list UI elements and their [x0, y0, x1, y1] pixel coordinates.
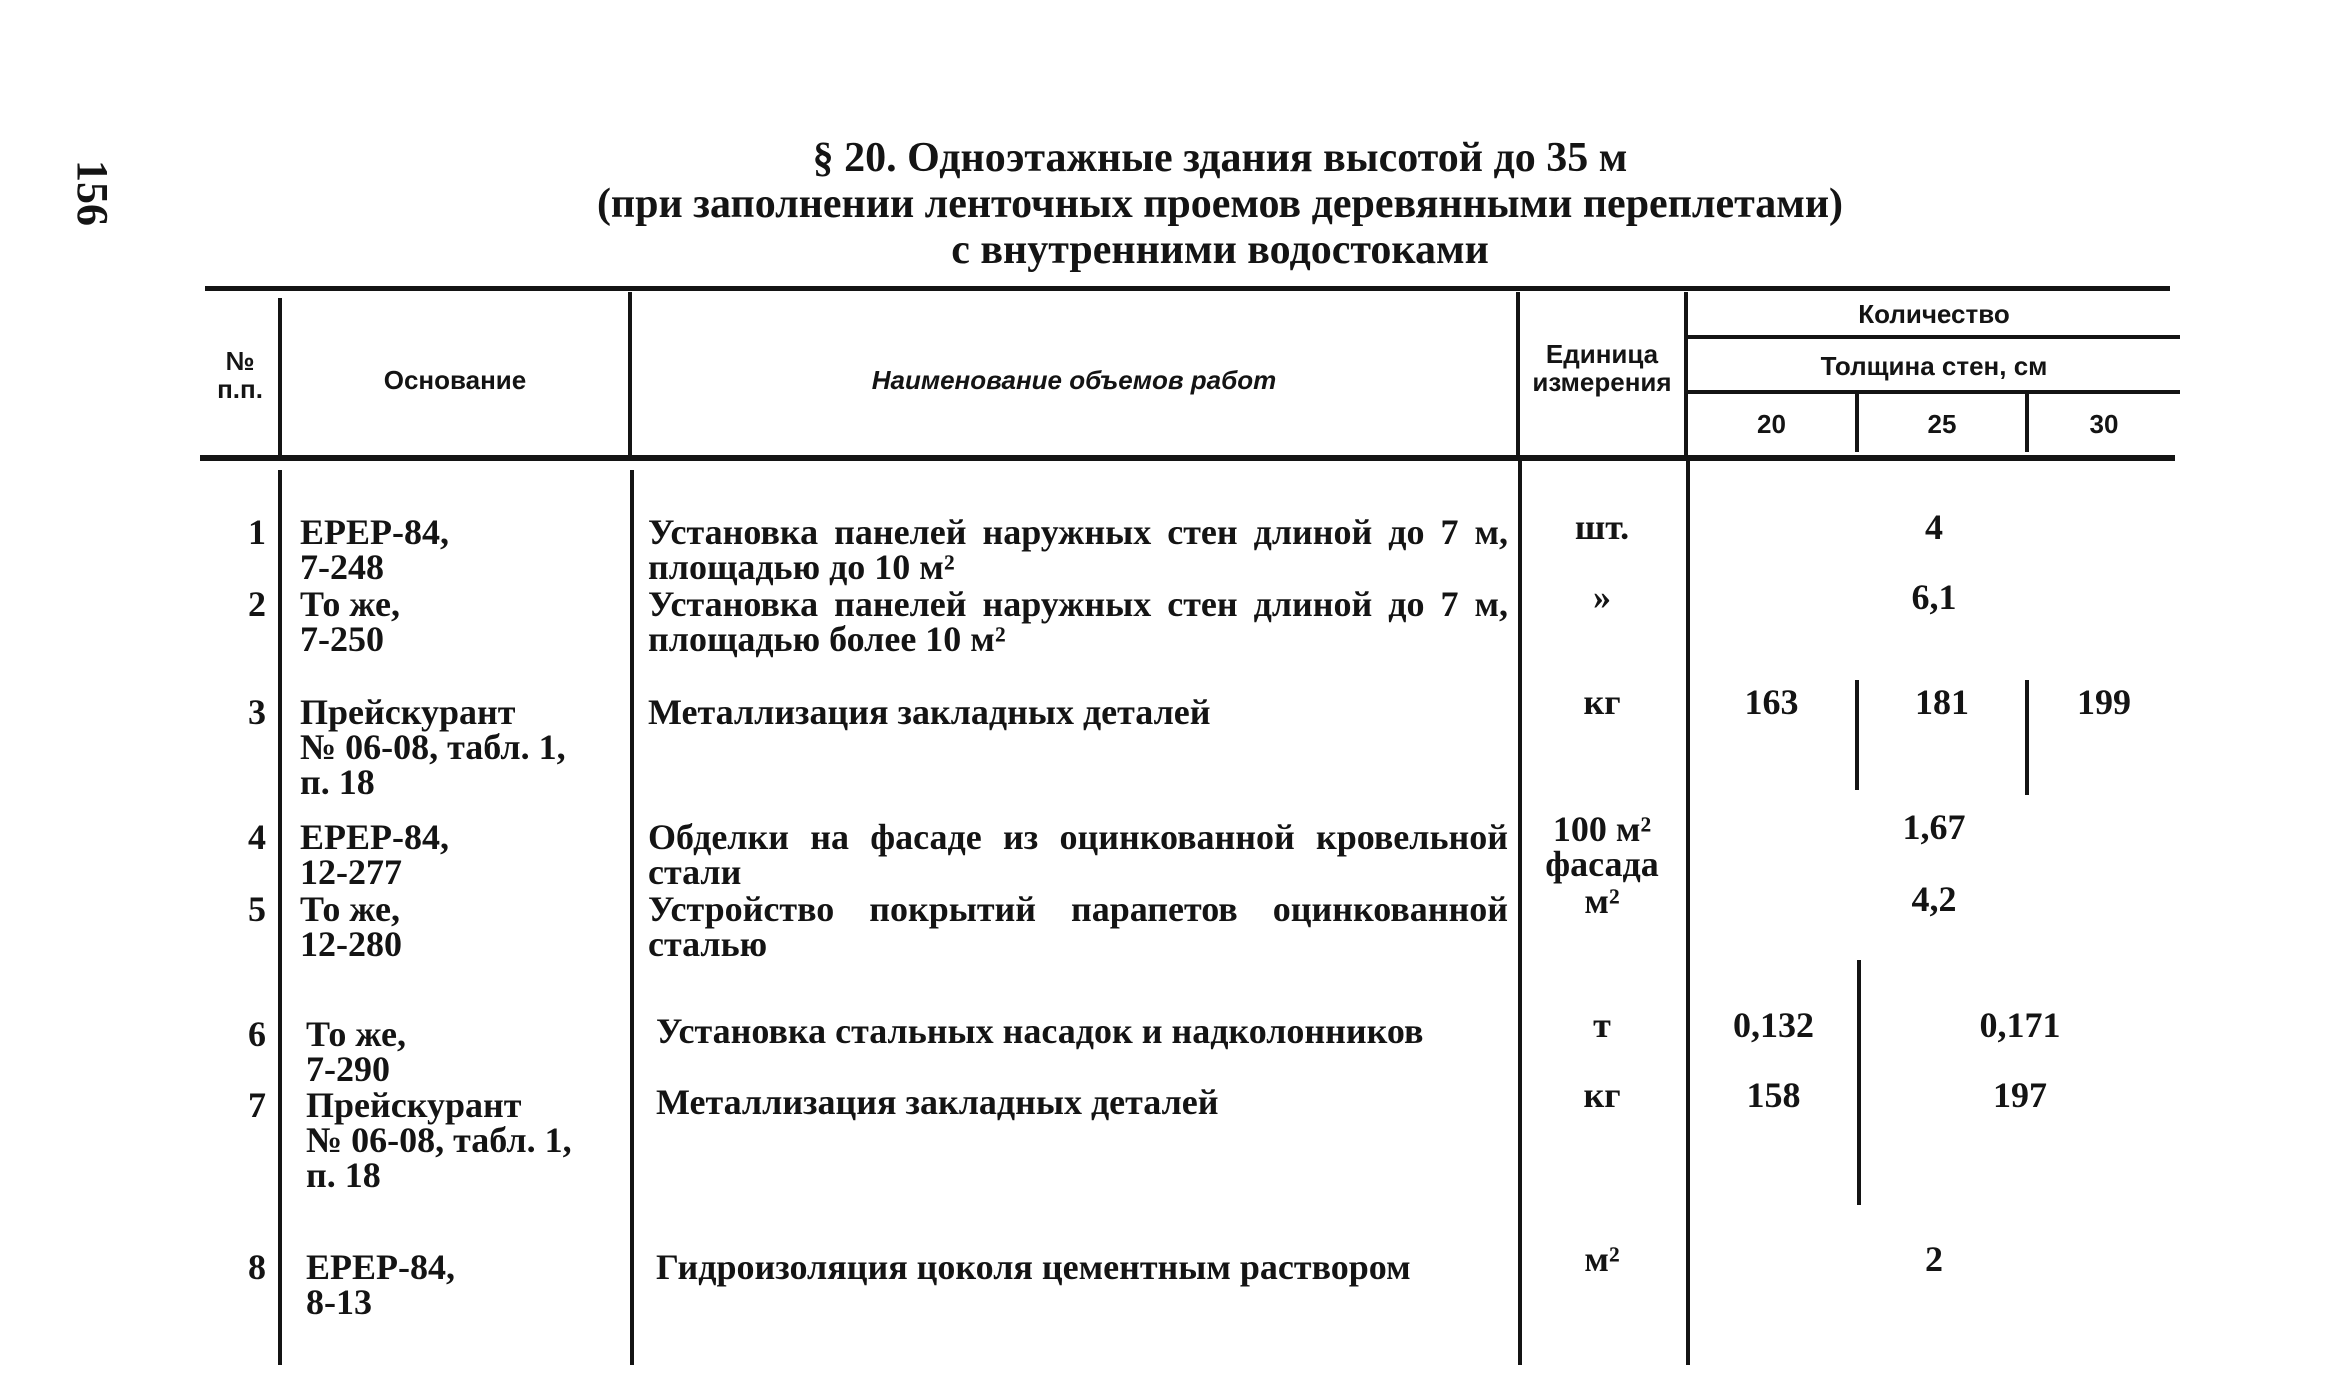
row-basis: ЕРЕР-84, 8-13: [306, 1247, 455, 1322]
row-number: 4: [248, 817, 266, 857]
row-number: 2: [248, 584, 266, 624]
row-unit: м²: [1584, 1239, 1620, 1279]
row-unit: м²: [1584, 881, 1620, 921]
page-number: 156: [68, 160, 117, 226]
row-value-25-30: 0,171: [1979, 1005, 2061, 1045]
section-subtitle: (при заполнении ленточных проемов деревянными переплетами): [596, 181, 1844, 227]
row-value: 6,1: [1911, 577, 1957, 617]
row-basis: Прейскурант № 06-08, табл. 1, п. 18: [306, 1085, 572, 1195]
row-unit: кг: [1583, 682, 1621, 722]
row-basis: То же, 12-280: [300, 889, 402, 964]
row-number: 3: [248, 692, 266, 732]
section-subtitle-2: с внутренними водостоками: [951, 227, 1489, 273]
row-work: Устройство покрытий парапетов оцинкованной сталью: [648, 889, 1508, 964]
header-work: Наименование объемов работ: [871, 365, 1277, 395]
section-title: § 20. Одноэтажные здания высотой до 35 м: [812, 135, 1628, 181]
row-number: 5: [248, 889, 266, 929]
row-basis: То же, 7-250: [300, 584, 401, 659]
thickness-rule: [1688, 390, 2180, 394]
header-col-20: 20: [1757, 409, 1786, 439]
body-divider: [278, 470, 282, 1365]
row-work: Установка панелей наружных стен длиной до 7 м, площадью более 10 м²: [648, 584, 1508, 659]
row-value: 4,2: [1911, 879, 1957, 919]
row-unit: 100 м² фасада: [1545, 809, 1659, 884]
row-work: Металлизация закладных деталей: [656, 1082, 1219, 1122]
header-bottom-rule: [200, 455, 2175, 461]
header-col-30: 30: [2089, 409, 2119, 439]
row-value-20: 0,132: [1733, 1005, 1814, 1045]
row-basis: ЕРЕР-84, 7-248: [300, 512, 449, 587]
row-value: 1,67: [1902, 807, 1966, 847]
row-work: Обделки на фасаде из оцинкованной кровельной стали: [648, 817, 1508, 892]
row-value-20: 158: [1746, 1075, 1801, 1115]
row-basis: Прейскурант № 06-08, табл. 1, п. 18: [300, 692, 566, 802]
row-number: 1: [248, 512, 266, 552]
row-work: Установка панелей наружных стен длиной до 7 м, площадью до 10 м²: [648, 512, 1508, 587]
quantity-rule: [1688, 335, 2180, 339]
row-value-20: 163: [1744, 682, 1799, 722]
row-unit: т: [1593, 1005, 1611, 1045]
row-unit: »: [1593, 577, 1611, 617]
row-basis: То же, 7-290: [306, 1014, 407, 1089]
header-num: № п.п.: [217, 346, 263, 404]
header-thickness: Толщина стен, см: [1820, 351, 2048, 381]
body-divider: [630, 470, 634, 1365]
row-number: 7: [248, 1085, 266, 1125]
header-unit: Единица измерения: [1532, 339, 1672, 397]
row-value-25-30: 197: [1993, 1075, 2047, 1115]
row-value: 2: [1925, 1239, 1943, 1279]
row-unit: кг: [1583, 1075, 1621, 1115]
row-work: Металлизация закладных деталей: [648, 692, 1211, 732]
row-work: Установка стальных насадок и надколонников: [656, 1011, 1424, 1051]
row-unit: шт.: [1574, 507, 1630, 547]
row-value: 4: [1925, 507, 1943, 547]
row-number: 6: [248, 1014, 266, 1054]
row-number: 8: [248, 1247, 266, 1287]
header-basis: Основание: [383, 365, 527, 395]
row-value-25: 181: [1915, 682, 1969, 722]
header-col-25: 25: [1927, 409, 1957, 439]
table-top-rule: [205, 286, 2170, 291]
row-value-30: 199: [2077, 682, 2131, 722]
row-work: Гидроизоляция цоколя цементным раствором: [656, 1247, 1411, 1287]
header-quantity: Количество: [1858, 299, 2010, 329]
row-basis: ЕРЕР-84, 12-277: [300, 817, 449, 892]
